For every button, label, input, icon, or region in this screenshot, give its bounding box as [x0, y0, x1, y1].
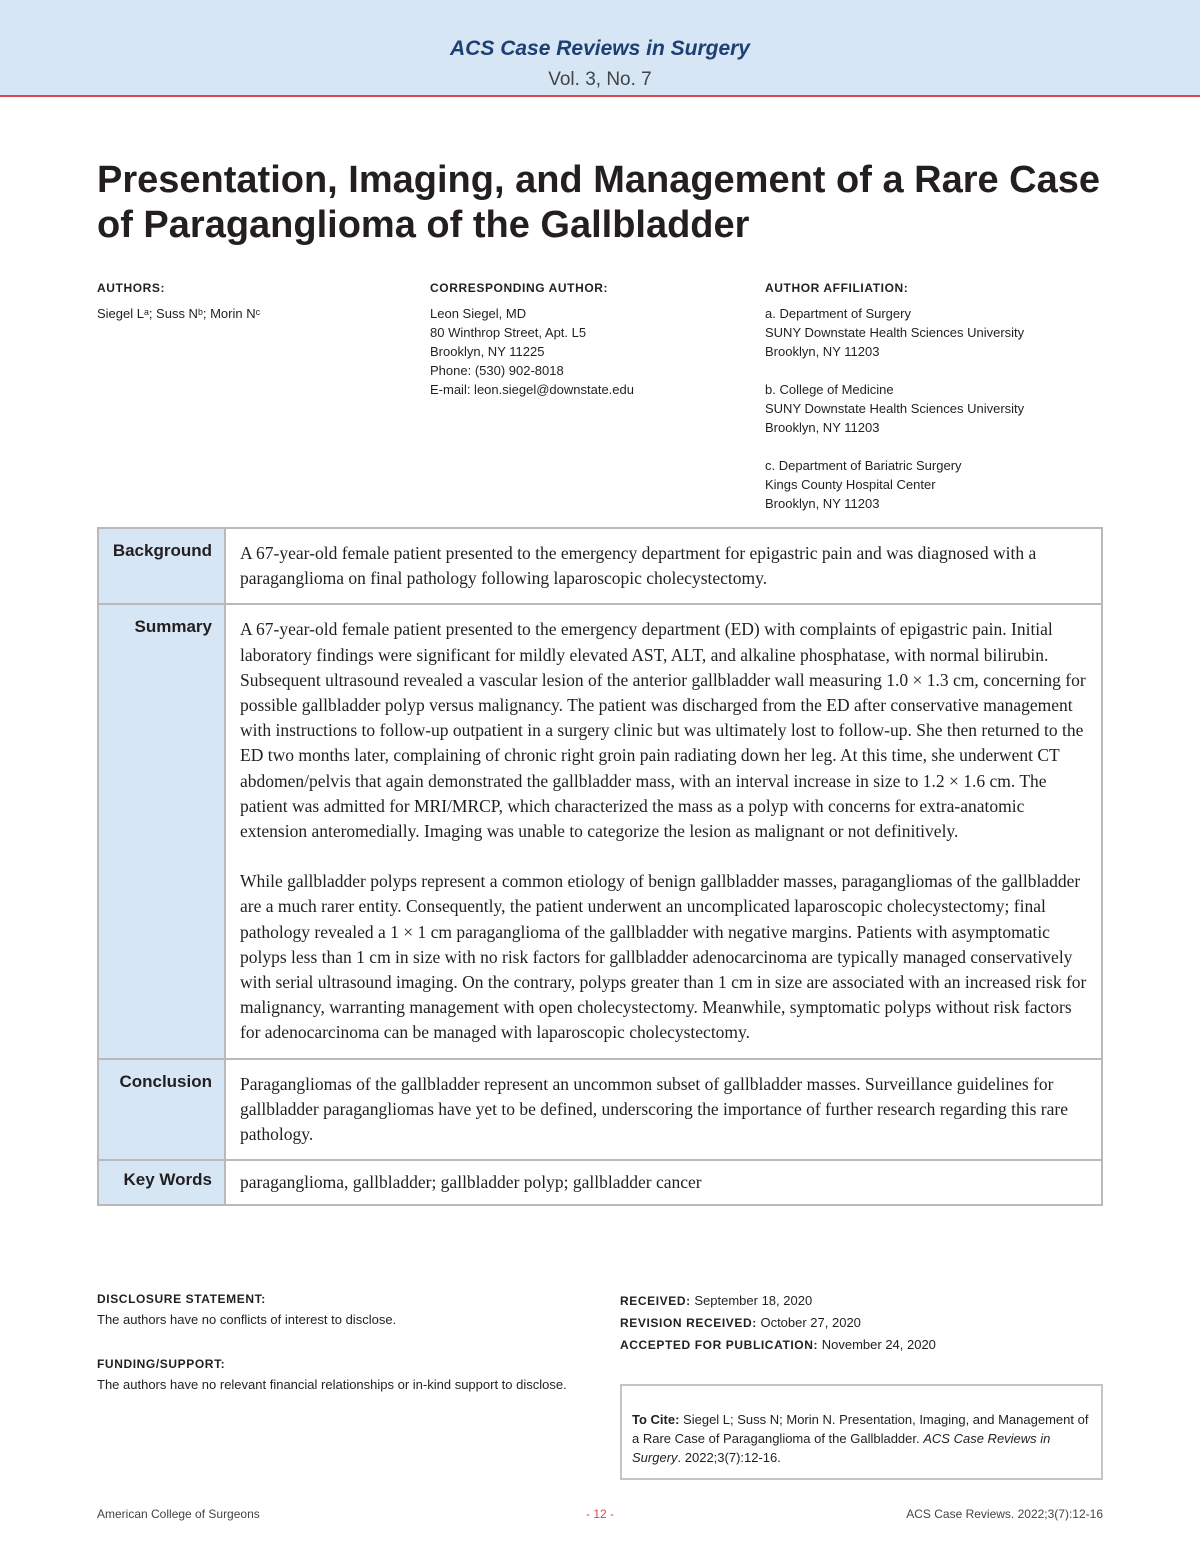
accepted-line: ACCEPTED FOR PUBLICATION: November 24, 2020	[620, 1337, 936, 1352]
affiliation-c-inst: Kings County Hospital Center	[765, 477, 936, 492]
journal-name: ACS Case Reviews in Surgery	[450, 37, 750, 60]
journal-banner	[0, 0, 1200, 97]
corresponding-name: Leon Siegel, MD	[430, 306, 527, 321]
citation-box	[620, 1384, 1103, 1480]
funding-block	[97, 1355, 567, 1394]
keywords-text: paraganglioma, gallbladder; gallbladder polyp; gallbladder cancer	[225, 1160, 1102, 1205]
revision-line: REVISION RECEIVED: October 27, 2020	[620, 1315, 861, 1330]
footer-citation: ACS Case Reviews. 2022;3(7):12-16	[906, 1507, 1103, 1521]
article-title: Presentation, Imaging, and Management of a Rare Case of Paraganglioma of the Gallbladder	[97, 159, 1101, 246]
affiliation-c-dept: c. Department of Bariatric Surgery	[765, 458, 962, 473]
affiliation-label: AUTHOR AFFILIATION:	[765, 281, 909, 295]
affiliation-a-inst: SUNY Downstate Health Sciences University	[765, 325, 1025, 340]
citation-label: To Cite:	[632, 1412, 680, 1427]
journal-volume: Vol. 3, No. 7	[548, 69, 652, 90]
affiliation-b-city: Brooklyn, NY 11203	[765, 420, 880, 435]
received-line: RECEIVED: September 18, 2020	[620, 1293, 813, 1308]
abstract-row-conclusion	[98, 1059, 1102, 1161]
corresponding-city: Brooklyn, NY 11225	[430, 344, 545, 359]
disclosure-block	[97, 1290, 567, 1329]
citation-journal: ACS Case Reviews in Surgery	[632, 1431, 1051, 1465]
abstract-row-background	[98, 528, 1102, 604]
disclosure-label: DISCLOSURE STATEMENT:	[97, 1292, 266, 1306]
citation-text: Siegel L; Suss N; Morin N. Presentation, Imaging, and Management of a Rare Case of Paraganglioma of the Gallbladder.	[632, 1412, 1089, 1446]
abstract-row-keywords	[98, 1160, 1102, 1205]
authors-block	[97, 279, 407, 323]
abstract-table	[97, 527, 1103, 1206]
affiliation-b-inst: SUNY Downstate Health Sciences University	[765, 401, 1025, 416]
corresponding-street: 80 Winthrop Street, Apt. L5	[430, 325, 587, 340]
summary-label: Summary	[98, 604, 225, 1058]
background-label: Background	[98, 528, 225, 604]
page-number: - 12 -	[585, 1507, 614, 1521]
affiliation-block	[765, 279, 1105, 513]
affiliation-b-dept: b. College of Medicine	[765, 382, 894, 397]
conclusion-label: Conclusion	[98, 1059, 225, 1161]
affiliation-a-dept: a. Department of Surgery	[765, 306, 911, 321]
corresponding-email: E-mail: leon.siegel@downstate.edu	[430, 382, 634, 397]
footer-publisher: American College of Surgeons	[97, 1507, 260, 1521]
funding-label: FUNDING/SUPPORT:	[97, 1357, 226, 1371]
summary-paragraph-2: While gallbladder polyps represent a common etiology of benign gallbladder masses, paragangliomas of the gallbladder are a much rarer entity. Consequently, the patient underwent an uncomplicated laparoscopic cholecystectomy; final pathology revealed a 1 × 1 cm paraganglioma of the gallbladder with negative margins. Patients with asymptomatic polyps less than 1 cm in size with no risk factors for gallbladder adenocarcinoma are typically managed conservatively with serial ultrasound imaging. On the contrary, polyps greater than 1 cm in size are associated with an increased risk for malignancy, warranting management with open cholecystectomy. Meanwhile, symptomatic polyps without risk factors for adenocarcinoma can be managed with laparoscopic cholecystectomy.	[240, 871, 1087, 1043]
authors-names: Siegel Lᵃ; Suss Nᵇ; Morin Nᶜ	[97, 306, 261, 321]
disclosure-text: The authors have no conflicts of interest to disclose.	[97, 1312, 397, 1327]
corresponding-label: CORRESPONDING AUTHOR:	[430, 281, 609, 295]
summary-text	[225, 604, 1102, 1058]
citation-ref: . 2022;3(7):12-16.	[677, 1450, 781, 1465]
funding-text: The authors have no relevant financial relationships or in-kind support to disclose.	[97, 1377, 567, 1392]
affiliation-a-city: Brooklyn, NY 11203	[765, 344, 880, 359]
summary-paragraph-1: A 67-year-old female patient presented to the emergency department (ED) with complaints of epigastric pain. Initial laboratory findings were significant for mildly elevated AST, ALT, and alkaline phosphatase, with normal bilirubin. Subsequent ultrasound revealed a vascular lesion of the anterior gallbladder wall measuring 1.0 × 1.3 cm, concerning for possible gallbladder polyp versus malignancy. The patient was discharged from the ED after conservative management with instructions to follow-up outpatient in a surgery clinic but was ultimately lost to follow-up. She then returned to the ED two months later, complaining of chronic right groin pain radiating down her leg. At this time, she underwent CT abdomen/pelvis that again demonstrated the gallbladder mass, with an interval increase in size to 1.2 × 1.6 cm. The patient was admitted for MRI/MRCP, which characterized the mass as a polyp with concerns for extra-anatomic extension anteromedially. Imaging was unable to categorize the lesion as malignant or not definitively.	[240, 619, 1086, 842]
corresponding-phone: Phone: (530) 902-8018	[430, 363, 564, 378]
abstract-row-summary	[98, 604, 1102, 1058]
authors-label: AUTHORS:	[97, 281, 166, 295]
dates-block	[620, 1290, 1100, 1356]
keywords-label: Key Words	[98, 1160, 225, 1205]
affiliation-c-city: Brooklyn, NY 11203	[765, 496, 880, 511]
corresponding-author-block	[430, 279, 750, 399]
conclusion-text: Paragangliomas of the gallbladder represent an uncommon subset of gallbladder masses. Surveillance guidelines for gallbladder paragangliomas have yet to be defined, underscoring the importance of further research regarding this rare pathology.	[225, 1059, 1102, 1161]
background-text: A 67-year-old female patient presented to the emergency department for epigastric pain and was diagnosed with a paraganglioma on final pathology following laparoscopic cholecystectomy.	[225, 528, 1102, 604]
